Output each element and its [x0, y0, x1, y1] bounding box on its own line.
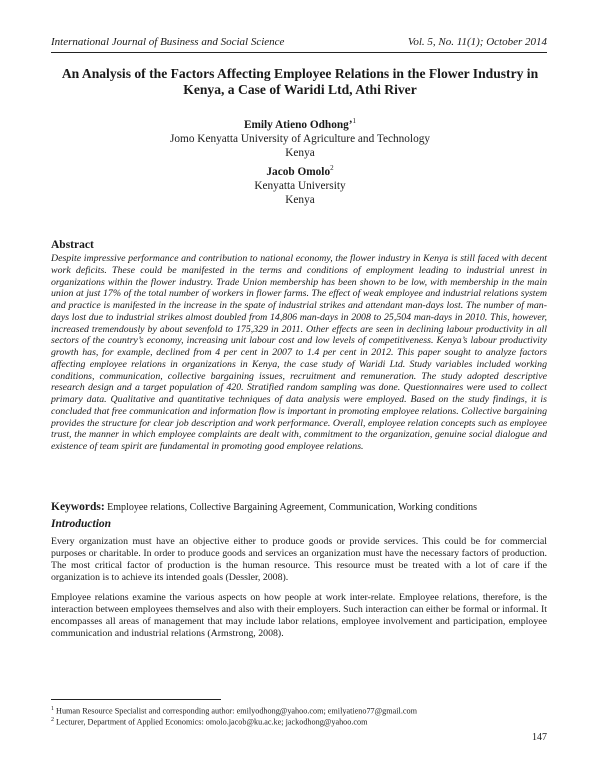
volume-info: Vol. 5, No. 11(1); October 2014 — [407, 36, 547, 48]
footnote-rule — [51, 699, 221, 700]
author-name: Jacob Omolo — [266, 165, 331, 178]
author-block-1 — [0, 114, 600, 160]
author-affiliation: Jomo Kenyatta University of Agriculture and Technology — [169, 132, 431, 145]
keywords-text: Employee relations, Collective Bargaining Agreement, Communication, Working conditions — [107, 502, 478, 513]
footnote-mark: 2 — [51, 717, 54, 723]
footnote-text: Lecturer, Department of Applied Economics: omolo.jacob@ku.ac.ke; jackodhong@yahoo.com — [56, 717, 368, 727]
author-country: Kenya — [285, 146, 315, 159]
introduction-heading: Introduction — [51, 518, 112, 530]
header-rule — [51, 52, 547, 53]
author-country: Kenya — [285, 193, 315, 206]
intro-paragraph-2: Employee relations examine the various aspects on how people at work inter-relate. Employee relations, therefore, is the interaction between employees themselves and also with their employers. Such interaction can either be formal or informal. It encompasses all areas of management that may include labor relations, employee involvement and participation, employee communication and industrial relations (Armstrong, 2008). — [51, 592, 547, 639]
running-header — [51, 36, 547, 48]
keywords-label: Keywords: — [51, 501, 105, 513]
abstract-heading: Abstract — [51, 239, 94, 251]
author-affiliation: Kenyatta University — [254, 179, 346, 192]
footnote-text: Human Resource Specialist and corresponding author: emilyodhong@yahoo.com; emilyatieno77@gmail.com — [56, 706, 417, 716]
intro-paragraph-1: Every organization must have an objective either to produce goods or provide services. This could be for commercial purposes or charitable. In order to produce goods and services an organization must have the necessary factors of production. The most critical factor of production is the human resource. This resource must be treated with a lot of care if the organization is to achieve its intended goals (Dessler, 2008). — [51, 536, 547, 583]
author-footnote-mark: 1 — [352, 117, 357, 125]
author-block-2 — [0, 161, 600, 207]
author-footnote-mark: 2 — [330, 164, 334, 172]
footnote-2 — [51, 715, 547, 728]
abstract-text: Despite impressive performance and contribution to national economy, the flower industry in Kenya is still faced with decent work deficits. These could be manifested in the terms and conditions of employment leading to industrial unrest in organizations within the flower industry. Trade Union membership has been shown to be low, with membership in the main union at just 17% of the total number of workers in flower farms. The effect of weak employee and industrial relations system and practice is manifested in the increase in the spate of industrial strikes and attendant man-days lost. The number of man-days lost due to industrial strikes almost doubled from 14,806 man-days in 2008 to 25,504 man-days in 2010. This, however, increased tremendously by about sevenfold to 175,329 in 2011. Other effects are seen in declining labour productivity in all sectors of the country’s economy, increasing unit labour cost and low levels of competitiveness. Kenya’s labour productivity growth has, for example, declined from 4 per cent in 2007 to 1.4 per cent in 2012. This paper sought to analyze factors affecting employee relations in organizations in Kenya, the case study of Waridi Ltd. Study variables included working conditions, communication, collective bargaining issues, recruitment and remuneration. The study adopted descriptive research design and a target population of 420. Stratified random sampling was done. Questionnaires were used to collect primary data. Qualitative and quantitative techniques of data analysis were employed. Based on the study findings, it is concluded that free communication and information flow is important in promoting employee relations. Collective bargaining provides the structure for clear job description and work performance. Overall, employee relation concepts such as employee trust, the manner in which employee complaints are dealt with, commitment to the organization, genuine social dialogue and existence of team spirit are fundamental in promoting good employee relations. — [51, 253, 547, 452]
page-number: 147 — [532, 732, 547, 743]
journal-name: International Journal of Business and Social Science — [51, 36, 285, 48]
keywords-line — [51, 501, 547, 513]
footnote-mark: 1 — [51, 706, 54, 712]
paper-title: An Analysis of the Factors Affecting Employee Relations in the Flower Industry in Kenya, a Case of Waridi Ltd, Athi River — [61, 66, 539, 97]
author-name: Emily Atieno Odhong’ — [243, 118, 353, 131]
